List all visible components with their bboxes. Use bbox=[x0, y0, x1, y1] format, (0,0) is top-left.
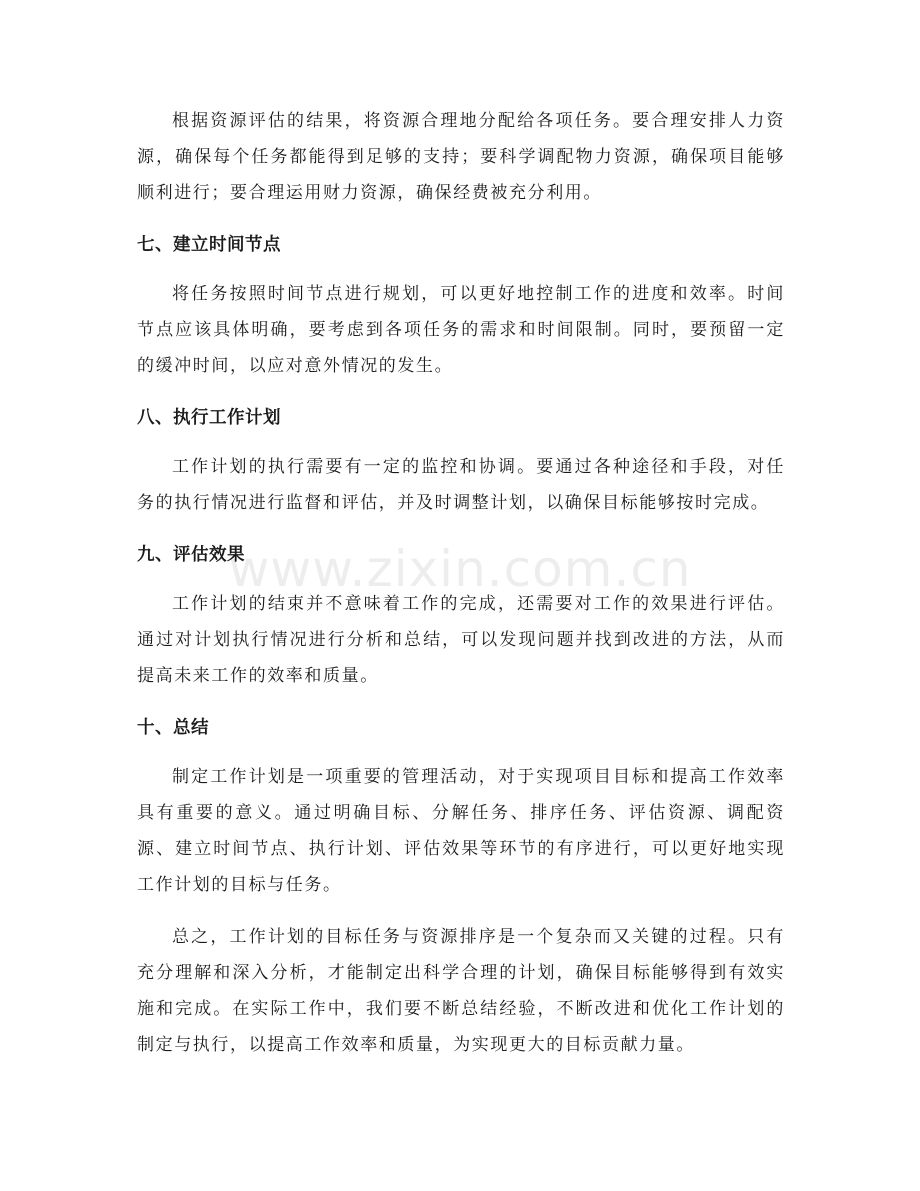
heading-section-7: 七、建立时间节点 bbox=[137, 235, 281, 255]
paragraph-resource-allocation: 根据资源评估的结果，将资源合理地分配给各项任务。要合理安排人力资源，确保每个任务都能得到足够的支持；要科学调配物力资源，确保项目能够顺利进行；要合理运用财力资源，确保经费被充分利用。 bbox=[137, 111, 785, 203]
document-body bbox=[137, 103, 785, 1063]
heading-section-9: 九、评估效果 bbox=[137, 545, 245, 565]
paragraph-section-8: 工作计划的执行需要有一定的监控和协调。要通过各种途径和手段，对任务的执行情况进行监督和评估，并及时调整计划，以确保目标能够按时完成。 bbox=[137, 457, 785, 513]
paragraph-section-7: 将任务按照时间节点进行规划，可以更好地控制工作的进度和效率。时间节点应该具体明确，要考虑到各项任务的需求和时间限制。同时，要预留一定的缓冲时间，以应对意外情况的发生。 bbox=[137, 284, 785, 376]
paragraph-section-9: 工作计划的结束并不意味着工作的完成，还需要对工作的效果进行评估。通过对计划执行情况进行分析和总结，可以发现问题并找到改进的方法，从而提高未来工作的效率和质量。 bbox=[137, 594, 785, 686]
paragraph-section-10-summary: 制定工作计划是一项重要的管理活动，对于实现项目目标和提高工作效率具有重要的意义。通过明确目标、分解任务、排序任务、评估资源、调配资源、建立时间节点、执行计划、评估效果等环节的有序进行，可以更好地实现工作计划的目标与任务。 bbox=[137, 767, 785, 895]
watermark: www.zixin.com.cn bbox=[228, 540, 692, 598]
heading-section-8: 八、执行工作计划 bbox=[137, 408, 281, 428]
paragraph-conclusion: 总之，工作计划的目标任务与资源排序是一个复杂而又关键的过程。只有充分理解和深入分析，才能制定出科学合理的计划，确保目标能够得到有效实施和完成。在实际工作中，我们要不断总结经验，不断改进和优化工作计划的制定与执行，以提高工作效率和质量，为实现更大的目标贡献力量。 bbox=[137, 927, 785, 1055]
heading-section-10: 十、总结 bbox=[137, 718, 209, 738]
